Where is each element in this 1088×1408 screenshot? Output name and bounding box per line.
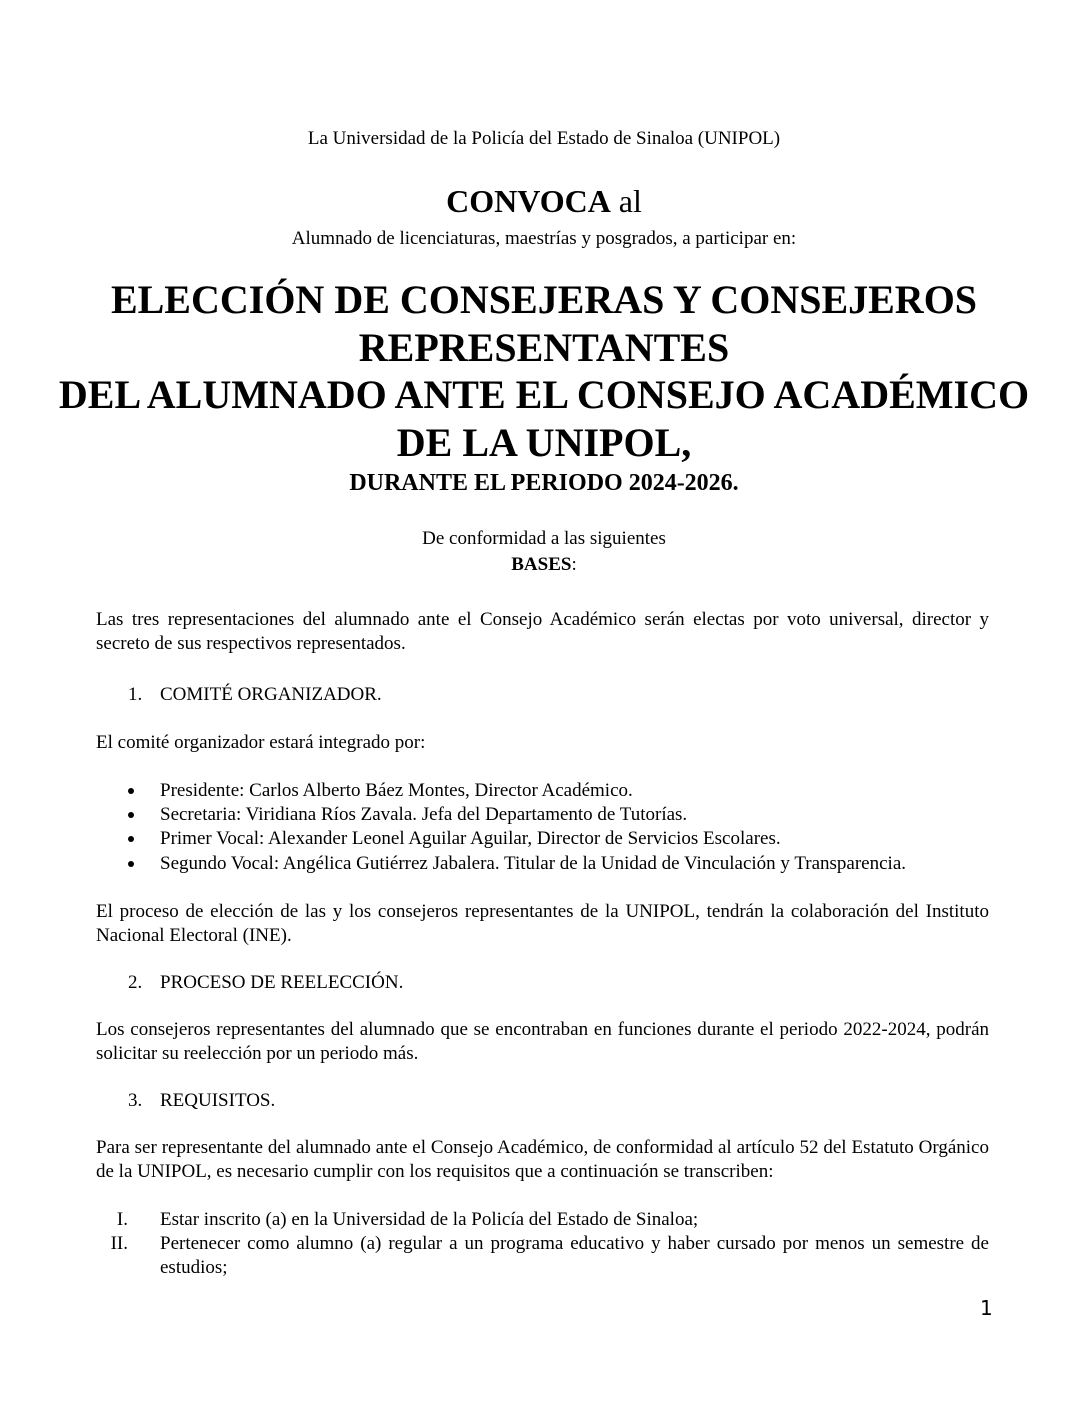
section-3-number: 3. — [128, 1090, 143, 1111]
requirement-text: Estar inscrito (a) en la Universidad de la Policía del Estado de Sinaloa; — [160, 1209, 699, 1230]
audience-line: Alumnado de licenciaturas, maestrías y posgrados, a participar en: — [291, 228, 797, 249]
section-3-paragraph: Para ser representante del alumnado ante el Consejo Académico, de conformidad al artículo 52 del Estatuto Orgánico de la UNIPOL, es necesario cumplir con los requisitos que a continuación se transcriben: — [96, 1137, 989, 1182]
title-period: DURANTE EL PERIODO 2024-2026. — [349, 470, 739, 496]
section-1-title: COMITÉ ORGANIZADOR. — [160, 684, 382, 705]
section-2-title: PROCESO DE REELECCIÓN. — [160, 972, 404, 993]
page-number: 1 — [980, 1296, 993, 1320]
title-line-3: DEL ALUMNADO ANTE EL CONSEJO ACADÉMICO — [58, 372, 1030, 417]
committee-member: Primer Vocal: Alexander Leonel Aguilar Aguilar, Director de Servicios Escolares. — [160, 828, 781, 849]
bullet-marker — [128, 788, 134, 794]
convoca-rest: al — [610, 183, 642, 219]
requirement-text: Pertenecer como alumno (a) regular a un programa educativo y haber cursado por menos un semestre de estudios; — [160, 1233, 989, 1278]
committee-member: Secretaria: Viridiana Ríos Zavala. Jefa del Departamento de Tutorías. — [160, 804, 688, 825]
intro-paragraph: Las tres representaciones del alumnado ante el Consejo Académico serán electas por voto universal, director y secreto de sus respectivos representados. — [96, 609, 989, 654]
committee-member: Segundo Vocal: Angélica Gutiérrez Jabalera. Titular de la Unidad de Vinculación y Transparencia. — [160, 853, 907, 874]
title-line-2: REPRESENTANTES — [358, 325, 730, 370]
bullet-marker — [128, 836, 134, 842]
requirement-numeral: II. — [110, 1233, 128, 1254]
section-1-after-paragraph: El proceso de elección de las y los consejeros representantes de la UNIPOL, tendrán la colaboración del Instituto Nacional Electoral (INE). — [96, 901, 989, 946]
bullet-marker — [128, 861, 134, 867]
bases-heading — [0, 553, 1088, 577]
section-2-number: 2. — [128, 972, 143, 993]
committee-member: Presidente: Carlos Alberto Báez Montes, Director Académico. — [160, 780, 633, 801]
bases-colon: : — [571, 554, 577, 575]
section-1-paragraph: El comité organizador estará integrado por: — [96, 732, 426, 753]
title-line-1: ELECCIÓN DE CONSEJERAS Y CONSEJEROS — [110, 277, 978, 322]
institution-line: La Universidad de la Policía del Estado de Sinaloa (UNIPOL) — [307, 128, 781, 149]
section-3-title: REQUISITOS. — [160, 1090, 276, 1111]
title-line-4: DE LA UNIPOL, — [396, 420, 692, 465]
convoca-line — [0, 182, 1088, 220]
section-2-paragraph: Los consejeros representantes del alumnado que se encontraban en funciones durante el periodo 2022-2024, podrán solicitar su reelección por un periodo más. — [96, 1019, 989, 1064]
bases-intro-line: De conformidad a las siguientes — [422, 528, 666, 549]
bases-keyword: BASES — [511, 554, 572, 575]
section-1-number: 1. — [128, 684, 143, 705]
convoca-keyword: CONVOCA — [446, 183, 611, 219]
bullet-marker — [128, 812, 134, 818]
requirement-numeral: I. — [116, 1209, 128, 1230]
